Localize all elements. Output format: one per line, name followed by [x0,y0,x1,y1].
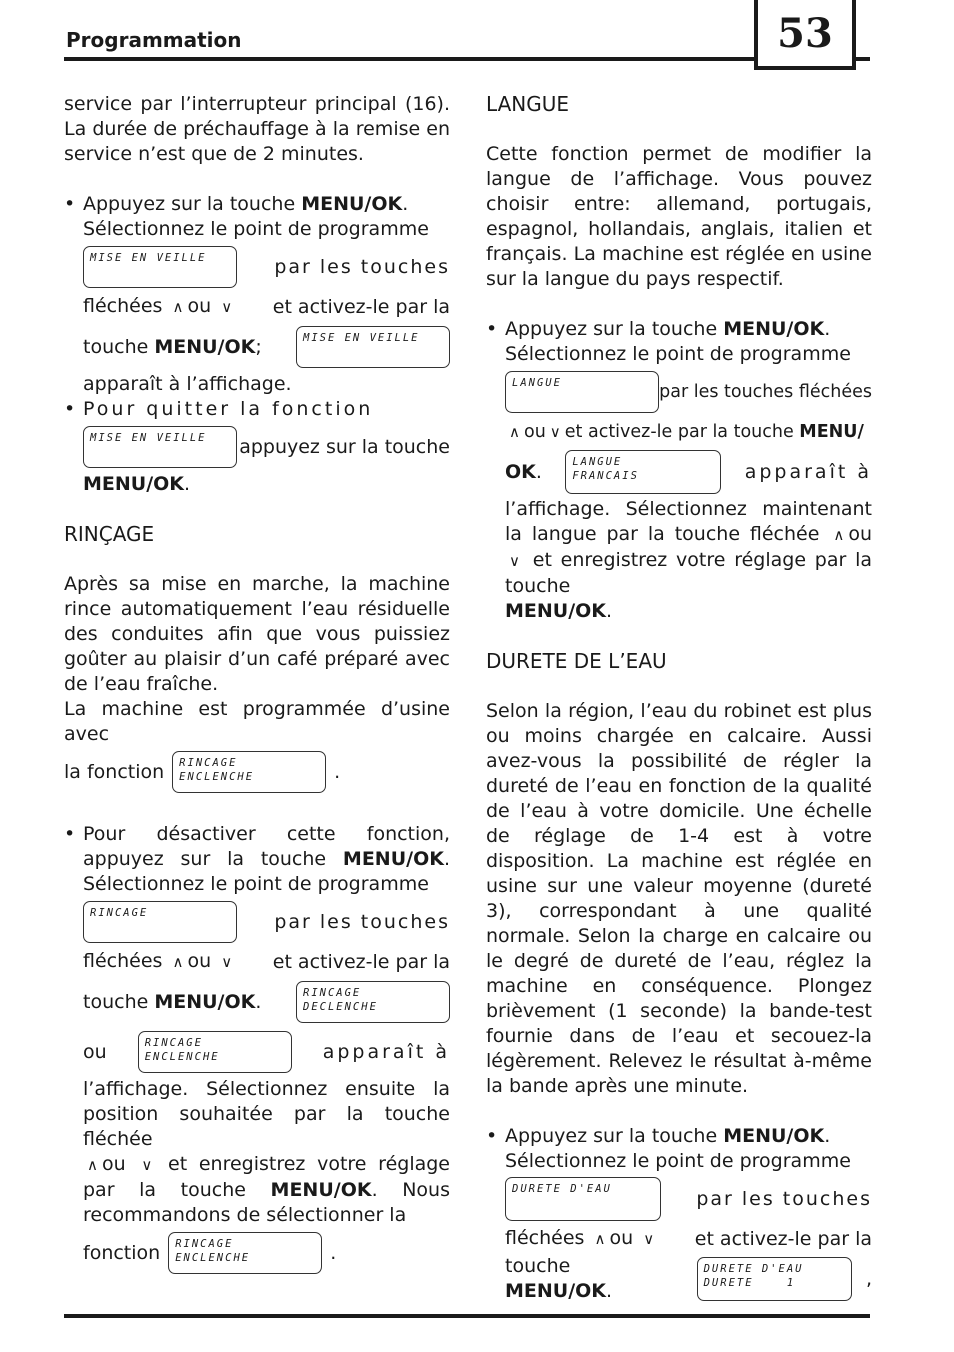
header-rule [64,57,870,61]
lcd-display: DURETE D'EAU DURETE 1 [697,1257,852,1301]
bullet-langue: • Appuyez sur la touche MENU/OK. Sélectionnez le point de programme LANGUE par les touches fléchées ∧ ou ∨ et activez-le par la touche MENU/ OK. LANGUE FRANCAIS apparaît à l’affichage. Sélectionnez maintenant la langue par la touche fléchée ∧ ou ∨ et enregistrez votre réglage par la touche MENU/OK. [486,317,872,624]
lcd-display: MISE EN VEILLE [83,426,237,468]
lcd-display: DURETE D'EAU [505,1177,661,1221]
rincage-paragraph: Après sa mise en marche, la machine rince automatiquement l’eau résiduelle des conduites afin que vous puissiez goûter au plaisir d’un café préparé avec de l’eau fraîche. [64,573,450,695]
arrow-up-icon: ∧ [594,1230,606,1248]
durete-paragraph: Selon la région, l’eau du robinet est plus ou moins chargée en calcaire. Aussi avez-vous la possibilité de régler la dureté de l’eau en fonction de la qualité de l’eau à votre domicile. Une échelle de réglage de 1-4 est à votre disposition. La machine est réglée en usine sur une valeur moyenne (dureté 3), correspondant à une qualité normale. Selon la charge en calcaire ou le degré de dureté de l’eau, réglez la machine en conséquence. Plongez brièvement (1 seconde) la bande-test fournie dans de l’eau et secouez-la légèrement. Relevez le résultat à-même la bande après une minute. [486,700,872,1097]
lcd-display: RINCAGE ENCLENCHE [138,1031,292,1073]
page-number: 53 [754,0,856,70]
lcd-display: LANGUE [505,371,659,413]
arrow-up-icon: ∧ [172,953,184,971]
arrow-up-icon: ∧ [509,423,520,441]
arrow-down-icon: ∨ [643,1230,655,1248]
heading-langue: LANGUE [486,92,570,116]
lcd-display: RINCAGE DECLENCHE [296,981,450,1023]
left-column: service par l’interrupteur principal (16). La durée de préchauffage à la remise en service n’est que de 2 minutes. • Appuyez sur la touche MENU/OK. Sélectionnez le point de programme MISE EN VEILLE par les touches fléchées ∧ ou ∨ et activez-le par la touche MENU/OK; MISE EN VEILLE apparaît à l’affichage. • Pour quitter la fonction MISE EN VEILLE appuyez sur la touche MENU/OK. RINÇAGE Après sa mise en marche, la machine rince automatiquement l’eau résiduelle des conduites afin que vous puissiez goûter au plaisir d’un café préparé avec de l’eau fraîche. La machine est programmée d’usine avec la fonction RINCAGE ENCLENCHE . • Pour désactiver cette fonction, appuyez sur la touche MENU/OK. Sélectionnez le point de programme RINCAGE par les touches fléchées ∧ ou ∨ et activez-le par la touche MENU/OK. RINCAGE DECLENCHE ou RINCAGE ENCLENCHE apparaît à l’affichage. Sélectionnez ensuite la position souhaitée par la touche fléchée ∧ ou ∨ et enregistrez votre réglage par la touche MENU/OK. Nous recommandons de sélectionner la fonction RINCAGE ENCLENCHE . [64,92,450,1278]
arrow-up-icon: ∧ [87,1156,98,1174]
langue-paragraph: Cette fonction permet de modifier la langue de l’affichage. Vous pouvez choisir entre: allemand, portugais, espagnol, hollandais, anglais, italien et français. La machine est réglée en usine sur la langue du pays respectif. [486,143,872,290]
arrow-down-icon: ∨ [221,298,233,316]
bullet-veille-enter: • Appuyez sur la touche MENU/OK. Sélectionnez le point de programme MISE EN VEILLE par les touches fléchées ∧ ou ∨ et activez-le par la touche MENU/OK; MISE EN VEILLE apparaît à l’affichage. [64,192,450,397]
lcd-display: RINCAGE [83,901,237,943]
heading-rincage: RINÇAGE [64,522,155,546]
intro-paragraph: service par l’interrupteur principal (16). La durée de préchauffage à la remise en service n’est que de 2 minutes. [64,93,450,165]
heading-durete: DURETE DE L’EAU [486,649,667,673]
arrow-down-icon: ∨ [221,953,233,971]
arrow-down-icon: ∨ [509,552,520,570]
right-column [486,92,872,1304]
bullet-rincage-disable: • Pour désactiver cette fonction, appuyez sur la touche MENU/OK. Sélectionnez le point de programme RINCAGE par les touches fléchées ∧ ou ∨ et activez-le par la touche MENU/OK. RINCAGE DECLENCHE ou RINCAGE ENCLENCHE apparaît à l’affichage. Sélectionnez ensuite la position souhaitée par la touche fléchée ∧ ou ∨ et enregistrez votre réglage par la touche MENU/OK. Nous recommandons de sélectionner la fonction RINCAGE ENCLENCHE . [64,822,450,1278]
bullet-durete: • Appuyez sur la touche MENU/OK. Sélectionnez le point de programme DURETE D'EAU par les touches fléchées ∧ ou ∨ et activez-le par la touche MENU/OK. DURETE D'EAU DURETE 1 , [486,1124,872,1304]
section-title: Programmation [66,28,242,52]
footer-rule [64,1314,870,1318]
arrow-down-icon: ∨ [141,1156,153,1174]
lcd-display: MISE EN VEILLE [296,326,450,368]
lcd-display: MISE EN VEILLE [83,246,237,288]
arrow-up-icon: ∧ [172,298,184,316]
lcd-display: LANGUE FRANCAIS [565,450,721,494]
lcd-display: RINCAGE ENCLENCHE [172,751,326,793]
lcd-display: RINCAGE ENCLENCHE [168,1232,322,1274]
arrow-up-icon: ∧ [833,526,845,544]
arrow-down-icon: ∨ [549,423,561,441]
bullet-veille-exit: • Pour quitter la fonction MISE EN VEILLE appuyez sur la touche MENU/OK. [64,397,450,497]
